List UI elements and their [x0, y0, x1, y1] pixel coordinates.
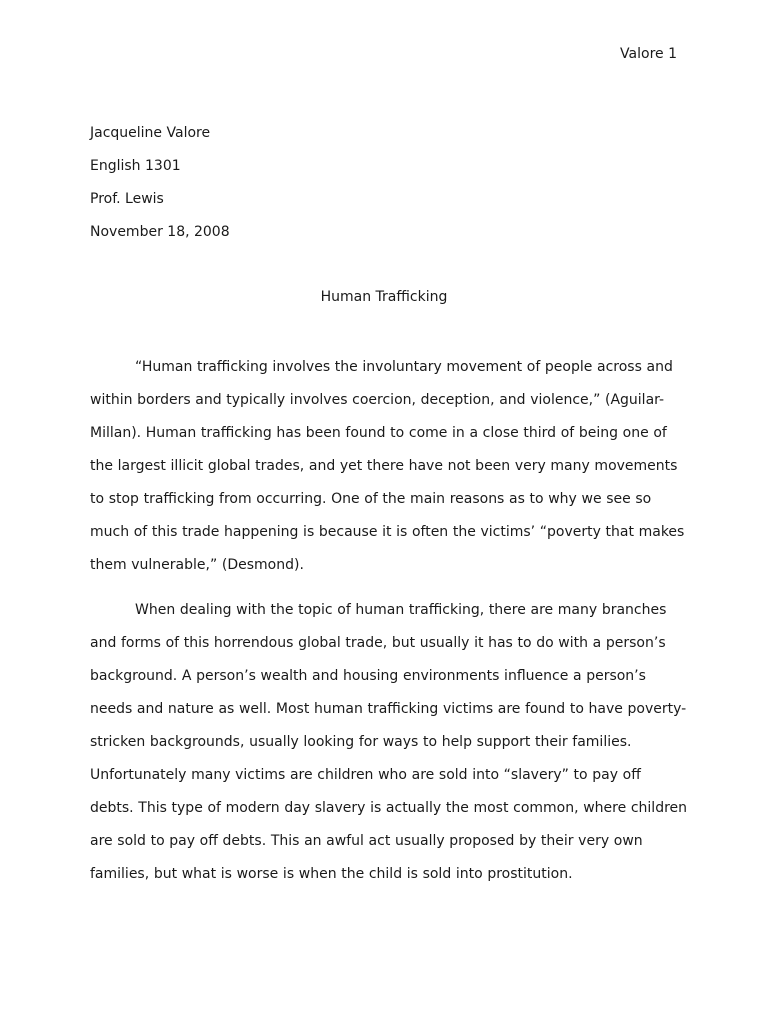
paragraph-line: families, but what is worse is when the child is sold into prostitution.	[90, 866, 573, 882]
paragraph-line: are sold to pay off debts. This an awful act usually proposed by their very own	[90, 833, 643, 849]
paragraph-line: within borders and typically involves coercion, deception, and violence,” (Aguilar-	[90, 392, 665, 408]
paragraph-line: background. A person’s wealth and housing environments influence a person’s	[90, 668, 646, 684]
running-head: Valore 1	[620, 46, 677, 62]
paragraph-line: Millan). Human trafficking has been found to come in a close third of being one of	[90, 425, 667, 441]
paragraph-line: Unfortunately many victims are children who are sold into “slavery” to pay off	[90, 767, 641, 783]
paragraph-line: the largest illicit global trades, and yet there have not been very many movements	[90, 458, 678, 474]
course-name: English 1301	[90, 158, 181, 174]
paragraph-line: to stop trafficking from occurring. One of the main reasons as to why we see so	[90, 491, 652, 507]
paragraph-line: debts. This type of modern day slavery is actually the most common, where children	[90, 800, 688, 816]
essay-body	[90, 351, 688, 903]
essay-date: November 18, 2008	[90, 224, 230, 240]
paragraph-2	[90, 594, 688, 891]
paragraph-line: much of this trade happening is because it is often the victims’ “poverty that makes	[90, 524, 685, 540]
paragraph-line: needs and nature as well. Most human trafficking victims are found to have poverty-	[90, 701, 687, 717]
essay-title: Human Trafficking	[320, 289, 448, 305]
author-name: Jacqueline Valore	[90, 125, 211, 141]
paragraph-line: “Human trafficking involves the involuntary movement of people across and	[135, 359, 673, 375]
mla-heading	[90, 124, 680, 256]
paragraph-line: stricken backgrounds, usually looking for ways to help support their families.	[90, 734, 632, 750]
paragraph-line: them vulnerable,” (Desmond).	[90, 557, 304, 573]
paragraph-line: When dealing with the topic of human trafficking, there are many branches	[135, 602, 667, 618]
paragraph-line: and forms of this horrendous global trade, but usually it has to do with a person’s	[90, 635, 666, 651]
paragraph-1	[90, 351, 685, 582]
instructor-name: Prof. Lewis	[90, 191, 164, 207]
